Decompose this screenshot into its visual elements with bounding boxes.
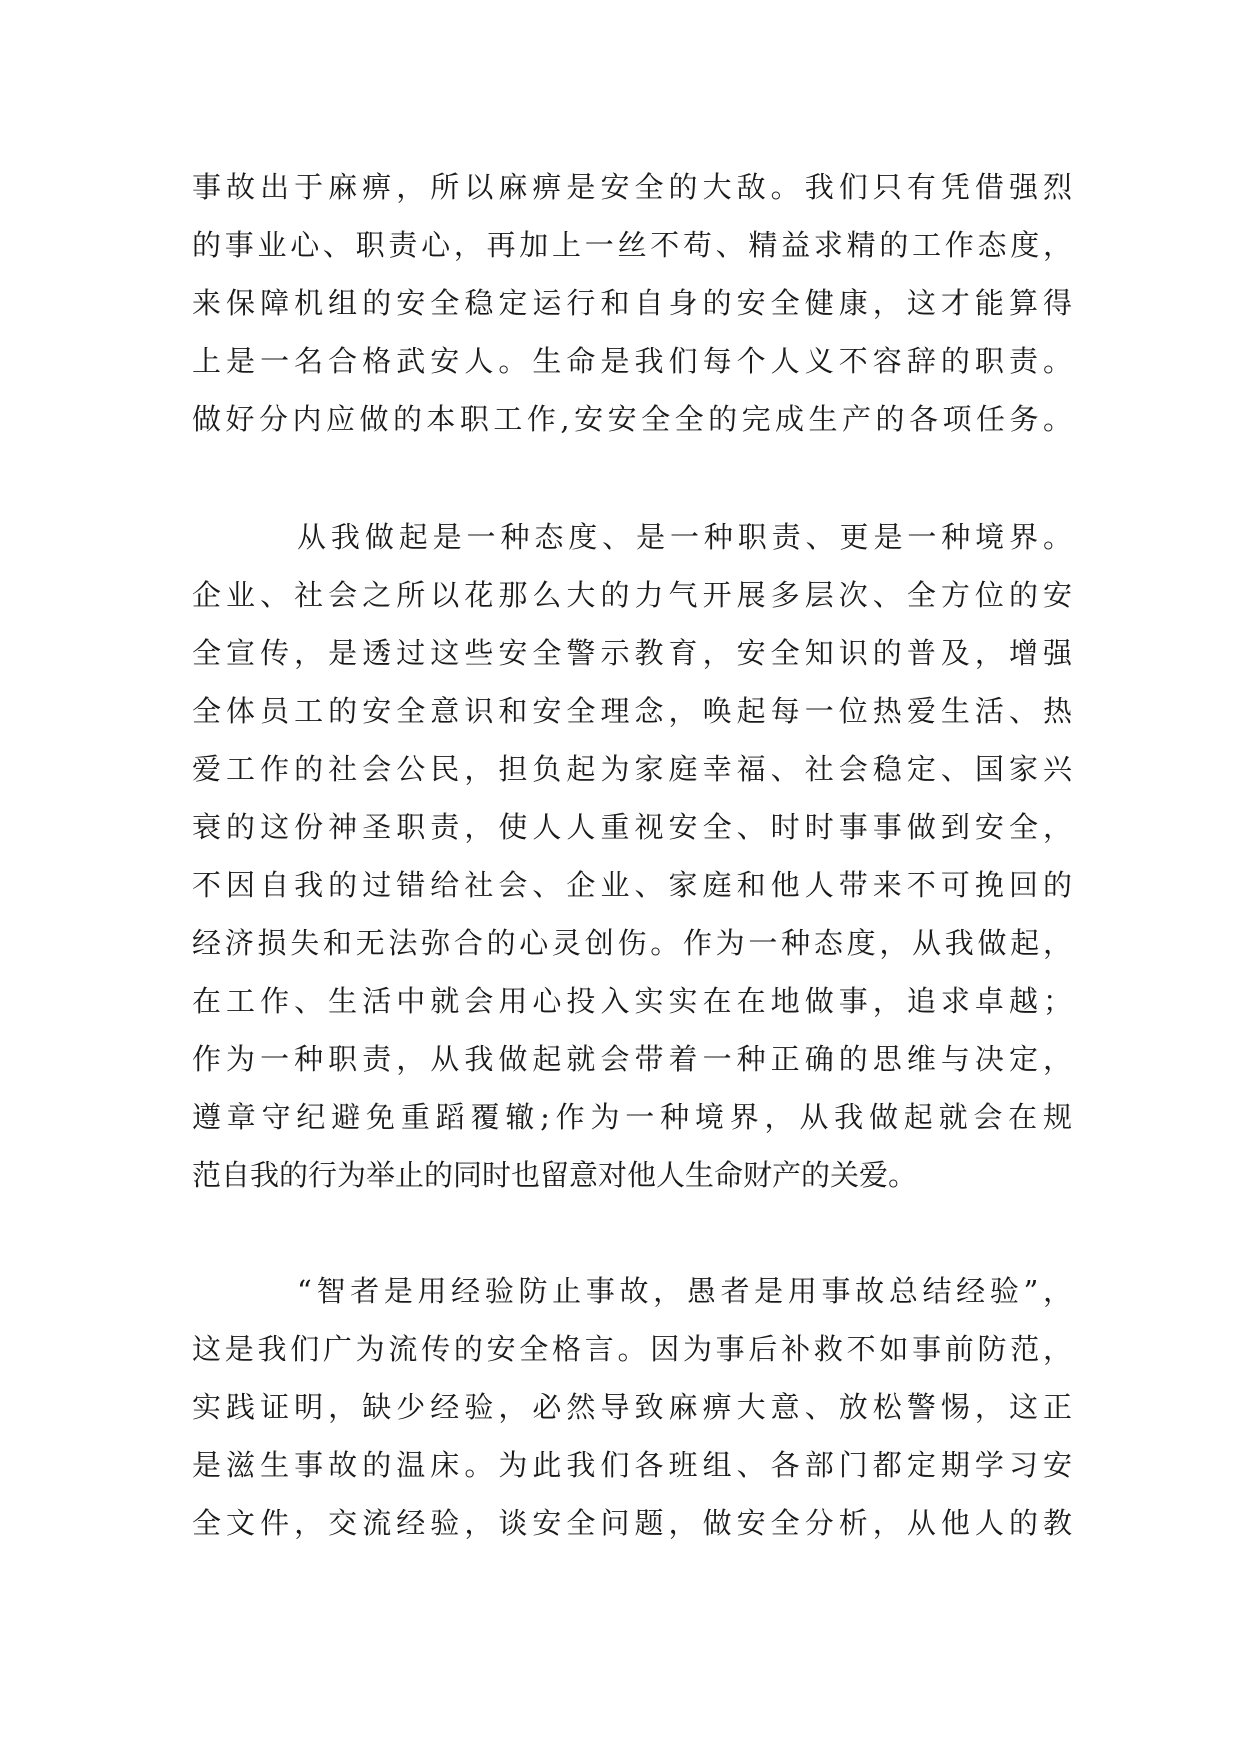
text-line: 不因自我的过错给社会、企业、家庭和他人带来不可挽回的 <box>192 868 1072 902</box>
text-line: 全体员工的安全意识和安全理念，唤起每一位热爱生活、热 <box>192 694 1072 728</box>
text-line: 实践证明，缺少经验，必然导致麻痹大意、放松警惕，这正 <box>192 1390 1072 1424</box>
text-line: 上是一名合格武安人。生命是我们每个人义不容辞的职责。 <box>192 344 1072 378</box>
text-line: 是滋生事故的温床。为此我们各班组、各部门都定期学习安 <box>192 1448 1072 1482</box>
text-line: 的事业心、职责心，再加上一丝不苟、精益求精的工作态度， <box>192 228 1072 262</box>
text-line: 在工作、生活中就会用心投入实实在在地做事，追求卓越； <box>192 984 1072 1018</box>
text-line: 做好分内应做的本职工作,安安全全的完成生产的各项任务。 <box>192 402 1072 436</box>
text-line: 这是我们广为流传的安全格言。因为事后补救不如事前防范， <box>192 1332 1072 1366</box>
text-line: “智者是用经验防止事故，愚者是用事故总结经验”， <box>297 1274 1072 1308</box>
paragraph-3 <box>192 1262 1072 1552</box>
text-line: 全宣传，是透过这些安全警示教育，安全知识的普及，增强 <box>192 636 1072 670</box>
text-line: 事故出于麻痹，所以麻痹是安全的大敌。我们只有凭借强烈 <box>192 170 1072 204</box>
text-line: 作为一种职责，从我做起就会带着一种正确的思维与决定， <box>192 1042 1072 1076</box>
text-line: 衰的这份神圣职责，使人人重视安全、时时事事做到安全， <box>192 810 1072 844</box>
paragraph-1 <box>192 158 1072 448</box>
text-line: 从我做起是一种态度、是一种职责、更是一种境界。 <box>297 520 1072 554</box>
paragraph-2 <box>192 508 1072 1204</box>
text-line: 范自我的行为举止的同时也留意对他人生命财产的关爱。 <box>192 1158 918 1192</box>
text-line: 来保障机组的安全稳定运行和自身的安全健康，这才能算得 <box>192 286 1072 320</box>
text-line: 爱工作的社会公民，担负起为家庭幸福、社会稳定、国家兴 <box>192 752 1072 786</box>
text-line: 企业、社会之所以花那么大的力气开展多层次、全方位的安 <box>192 578 1072 612</box>
text-line: 遵章守纪避免重蹈覆辙;作为一种境界，从我做起就会在规 <box>192 1100 1072 1134</box>
text-line: 经济损失和无法弥合的心灵创伤。作为一种态度，从我做起， <box>192 926 1072 960</box>
text-line: 全文件，交流经验，谈安全问题，做安全分析，从他人的教 <box>192 1506 1072 1540</box>
